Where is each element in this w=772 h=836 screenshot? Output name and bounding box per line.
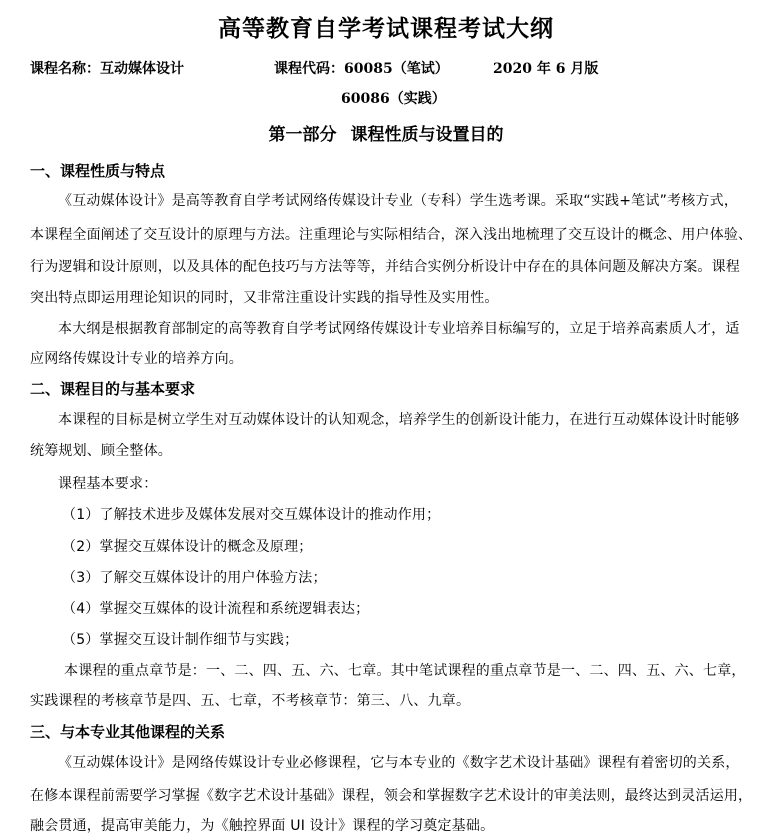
paragraph-line: 应网络传媒设计专业的培养方向。 <box>30 351 243 367</box>
paragraph-line: 统筹规划、顾全整体。 <box>30 443 172 459</box>
paragraph-line: 突出特点即运用理论知识的同时，又非常注重设计实践的指导性及实用性。 <box>30 290 499 306</box>
requirement-item: （3）了解交互媒体设计的用户体验方法； <box>62 570 327 586</box>
paragraph-line: 本课程全面阐述了交互设计的原理与方法。注重理论与实际相结合，深入浅出地梳理了交互设计的概念、用户体验、 <box>30 227 753 243</box>
part-name: 课程性质与设置目的 <box>350 125 504 145</box>
edition-date: 2020 年 6 月版 <box>493 61 599 77</box>
document-title: 高等教育自学考试课程考试大纲 <box>218 15 554 42</box>
section-heading: 一、课程性质与特点 <box>30 162 166 180</box>
paragraph-line: 融会贯通，提高审美能力，为《触控界面 UI 设计》课程的学习奠定基础。 <box>30 818 495 834</box>
requirement-item: （1）了解技术进步及媒体发展对交互媒体设计的推动作用； <box>62 507 441 523</box>
paragraph-line: 课程基本要求： <box>58 476 158 492</box>
paragraph-line: 本课程的重点章节是：一、二、四、五、六、七章。其中笔试课程的重点章节是一、二、四、五、六、七章， <box>64 663 746 679</box>
requirement-item: （5）掌握交互设计制作细节与实践； <box>62 632 299 648</box>
paragraph-line: 本大纲是根据教育部制定的高等教育自学考试网络传媒设计专业培养目标编写的，立足于培养高素质人才，适 <box>58 321 740 337</box>
part-title <box>0 120 772 145</box>
paragraph-line: 《互动媒体设计》是高等教育自学考试网络传媒设计专业（专科）学生选考课。采取“实践+笔试”考核方式， <box>58 193 739 209</box>
section-heading: 三、与本专业其他课程的关系 <box>30 723 226 741</box>
course-name: 课程名称：互动媒体设计 <box>30 61 184 77</box>
requirement-item: （2）掌握交互媒体设计的概念及原理； <box>62 539 313 555</box>
part-number: 第一部分 <box>268 125 337 145</box>
section-heading: 二、课程目的与基本要求 <box>30 380 196 398</box>
paragraph-line: 实践课程的考核章节是四、五、七章，不考核章节：第三、八、九章。 <box>30 693 471 709</box>
requirement-item: （4）掌握交互媒体的设计流程和系统逻辑表达； <box>62 601 370 617</box>
course-code: 课程代码：60085（笔试） <box>274 61 449 77</box>
paragraph-line: 本课程的目标是树立学生对互动媒体设计的认知观念，培养学生的创新设计能力，在进行互动媒体设计时能够 <box>58 412 740 428</box>
paragraph-line: 在修本课程前需要学习掌握《数字艺术设计基础》课程，领会和掌握数字艺术设计的审美法则，最终达到灵活运用， <box>30 788 753 804</box>
course-code-practice: 60086（实践） <box>341 91 446 107</box>
paragraph-line: 行为逻辑和设计原则，以及具体的配色技巧与方法等等，并结合实例分析设计中存在的具体问题及解决方案。课程 <box>30 259 740 275</box>
paragraph-line: 《互动媒体设计》是网络传媒设计专业必修课程，它与本专业的《数字艺术设计基础》课程有着密切的关系， <box>58 755 740 771</box>
